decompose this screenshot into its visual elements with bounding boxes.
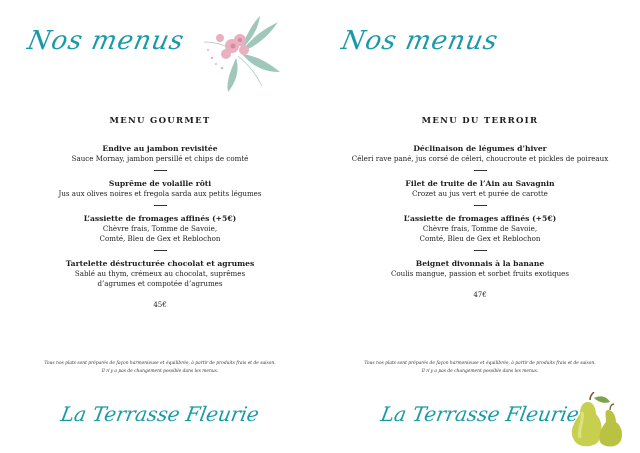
course-item (320, 179, 640, 199)
course-description: Chèvre frais, Tomme de Savoie, Comté, Bleu de Gex et Reblochon (99, 224, 221, 243)
floral-bouquet-icon (196, 12, 286, 94)
restaurant-signature: La Terrasse Fleurie (379, 402, 581, 426)
course-name: Beignet divonnais à la banane (415, 259, 545, 268)
restaurant-signature: La Terrasse Fleurie (59, 402, 261, 426)
course-name: L’assiette de fromages affinés (+5€) (403, 214, 557, 223)
footnote (0, 360, 320, 375)
course-name: Suprême de volaille rôti (108, 179, 212, 188)
course-description: Coulis mangue, passion et sorbet fruits exotiques (390, 269, 570, 278)
footnote-line: Il n’y a pas de changement possible dans les menus. (421, 368, 539, 374)
menu-title: MENU DU TERROIR (421, 116, 539, 126)
course-name: Endive au jambon revisitée (102, 144, 218, 153)
course-item (0, 259, 320, 289)
course-item (0, 214, 320, 244)
course-name: Filet de truite de l’Ain au Savagnin (405, 179, 555, 188)
menu-block (0, 116, 320, 309)
script-title: Nos menus (24, 26, 188, 56)
course-description: Chèvre frais, Tomme de Savoie, Comté, Bleu de Gex et Reblochon (419, 224, 541, 243)
separator (154, 170, 167, 171)
course-item (320, 214, 640, 244)
course-name: Tartelette déstructurée chocolat et agrumes (65, 259, 255, 268)
course-item (0, 179, 320, 199)
course-name: L’assiette de fromages affinés (+5€) (83, 214, 237, 223)
separator (154, 205, 167, 206)
separator (474, 205, 487, 206)
course-description: Sablé au thym, crémeux au chocolat, suprêmes d’agrumes et compotée d’agrumes (74, 269, 246, 288)
menu-price: 45€ (153, 301, 167, 309)
pear-icon (568, 392, 626, 448)
separator (154, 250, 167, 251)
footnote-line: Tous nos plats sont préparés de façon harmonieuse et équilibrée, à partir de produits frais et de saison. (364, 361, 596, 366)
footnote-line: Il n’y a pas de changement possible dans les menus. (101, 368, 219, 374)
menu-title: MENU GOURMET (109, 116, 211, 126)
menu-price: 47€ (473, 291, 487, 299)
course-name: Déclinaison de légumes d’hiver (413, 144, 547, 153)
course-item (320, 259, 640, 279)
menu-page-terroir (320, 0, 640, 453)
course-item (320, 144, 640, 164)
script-title: Nos menus (338, 26, 502, 56)
footnote-line: Tous nos plats sont préparés de façon harmonieuse et équilibrée, à partir de produits frais et de saison. (44, 361, 276, 366)
course-description: Jus aux olives noires et fregola sarda aux petits légumes (58, 189, 262, 198)
course-item (0, 144, 320, 164)
separator (474, 250, 487, 251)
course-description: Crozet au jus vert et purée de carotte (412, 189, 548, 198)
separator (474, 170, 487, 171)
course-description: Sauce Mornay, jambon persillé et chips de comté (71, 154, 249, 163)
footnote (320, 360, 640, 375)
menu-block (320, 116, 640, 299)
course-description: Céleri rave pané, jus corsé de céleri, choucroute et pickles de poireaux (351, 154, 609, 163)
